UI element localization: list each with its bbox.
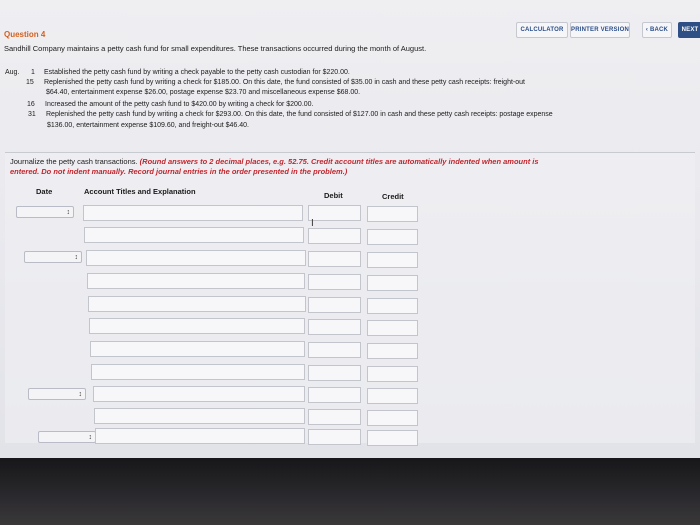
text-cursor-icon: I	[311, 218, 314, 229]
date-select[interactable]	[24, 251, 82, 263]
debit-input[interactable]	[308, 228, 361, 244]
account-title-input[interactable]	[87, 273, 305, 289]
credit-input[interactable]	[367, 252, 418, 268]
transaction-day: 16	[27, 101, 35, 108]
account-title-input[interactable]	[93, 386, 305, 402]
instructions-line-1	[10, 157, 539, 166]
calculator-button[interactable]: CALCULATOR	[516, 22, 568, 38]
date-select[interactable]	[38, 431, 96, 443]
transaction-day: 1	[31, 69, 35, 76]
debit-input[interactable]	[308, 251, 361, 267]
debit-input[interactable]	[308, 205, 361, 221]
credit-input[interactable]	[367, 298, 418, 314]
monitor-bezel	[0, 458, 700, 525]
credit-input[interactable]	[367, 388, 418, 404]
transaction-day: 15	[26, 79, 34, 86]
transaction-text: $136.00, entertainment expense $109.60, and freight-out $46.40.	[47, 122, 249, 129]
next-button[interactable]: NEXT	[678, 22, 700, 38]
credit-input[interactable]	[367, 430, 418, 446]
credit-input[interactable]	[367, 206, 418, 222]
instructions-lead: Journalize the petty cash transactions.	[10, 157, 138, 166]
credit-input[interactable]	[367, 343, 418, 359]
credit-input[interactable]	[367, 320, 418, 336]
debit-input[interactable]	[308, 387, 361, 403]
credit-input[interactable]	[367, 366, 418, 382]
month-label: Aug.	[5, 69, 20, 76]
debit-input[interactable]	[308, 429, 361, 445]
account-title-input[interactable]	[84, 227, 304, 243]
debit-input[interactable]	[308, 409, 361, 425]
select-arrow-icon: ↕	[74, 254, 78, 261]
credit-input[interactable]	[367, 275, 418, 291]
date-select[interactable]	[16, 206, 74, 218]
instructions-line-2: entered. Do not indent manually. Record journal entries in the order presented in the problem.)	[10, 167, 348, 176]
transaction-text: Replenished the petty cash fund by writing a check for $185.00. On this date, the fund consisted of $35.00 in cash and these petty cash receipts: freight-out	[44, 79, 525, 86]
account-title-input[interactable]	[90, 341, 305, 357]
transaction-text: Replenished the petty cash fund by writing a check for $293.00. On this date, the fund consisted of $127.00 in cash and these petty cash receipts: postage expense	[46, 111, 553, 118]
debit-input[interactable]	[308, 365, 361, 381]
transaction-text: $64.40, entertainment expense $26.00, postage expense $23.70 and miscellaneous expense $68.00.	[46, 89, 361, 96]
header-date: Date	[36, 187, 53, 196]
date-select[interactable]	[28, 388, 86, 400]
instructions-rounding-note: (Round answers to 2 decimal places, e.g. 52.75. Credit account titles are automatically indented when amount is	[139, 157, 539, 166]
account-title-input[interactable]	[94, 408, 305, 424]
printer-version-button[interactable]: PRINTER VERSION	[570, 22, 630, 38]
account-title-input[interactable]	[88, 296, 306, 312]
account-title-input[interactable]	[83, 205, 303, 221]
header-debit: Debit	[324, 191, 343, 200]
select-arrow-icon: ↕	[88, 434, 92, 441]
transaction-text: Increased the amount of the petty cash fund to $420.00 by writing a check for $200.00.	[45, 101, 314, 108]
account-title-input[interactable]	[91, 364, 305, 380]
debit-input[interactable]	[308, 297, 361, 313]
account-title-input[interactable]	[89, 318, 305, 334]
debit-input[interactable]	[308, 274, 361, 290]
account-title-input[interactable]	[95, 428, 305, 444]
question-intro: Sandhill Company maintains a petty cash fund for small expenditures. These transactions occurred during the month of August.	[4, 44, 427, 53]
header-credit: Credit	[382, 192, 404, 201]
debit-input[interactable]	[308, 342, 361, 358]
account-title-input[interactable]	[86, 250, 306, 266]
question-title: Question 4	[4, 30, 46, 39]
select-arrow-icon: ↕	[78, 391, 82, 398]
transaction-text: Established the petty cash fund by writing a check payable to the petty cash custodian for $220.00.	[44, 69, 350, 76]
credit-input[interactable]	[367, 229, 418, 245]
select-arrow-icon: ↕	[66, 209, 70, 216]
header-account: Account Titles and Explanation	[84, 187, 196, 196]
transaction-day: 31	[28, 111, 36, 118]
debit-input[interactable]	[308, 319, 361, 335]
credit-input[interactable]	[367, 410, 418, 426]
back-button[interactable]: ‹ BACK	[642, 22, 672, 38]
